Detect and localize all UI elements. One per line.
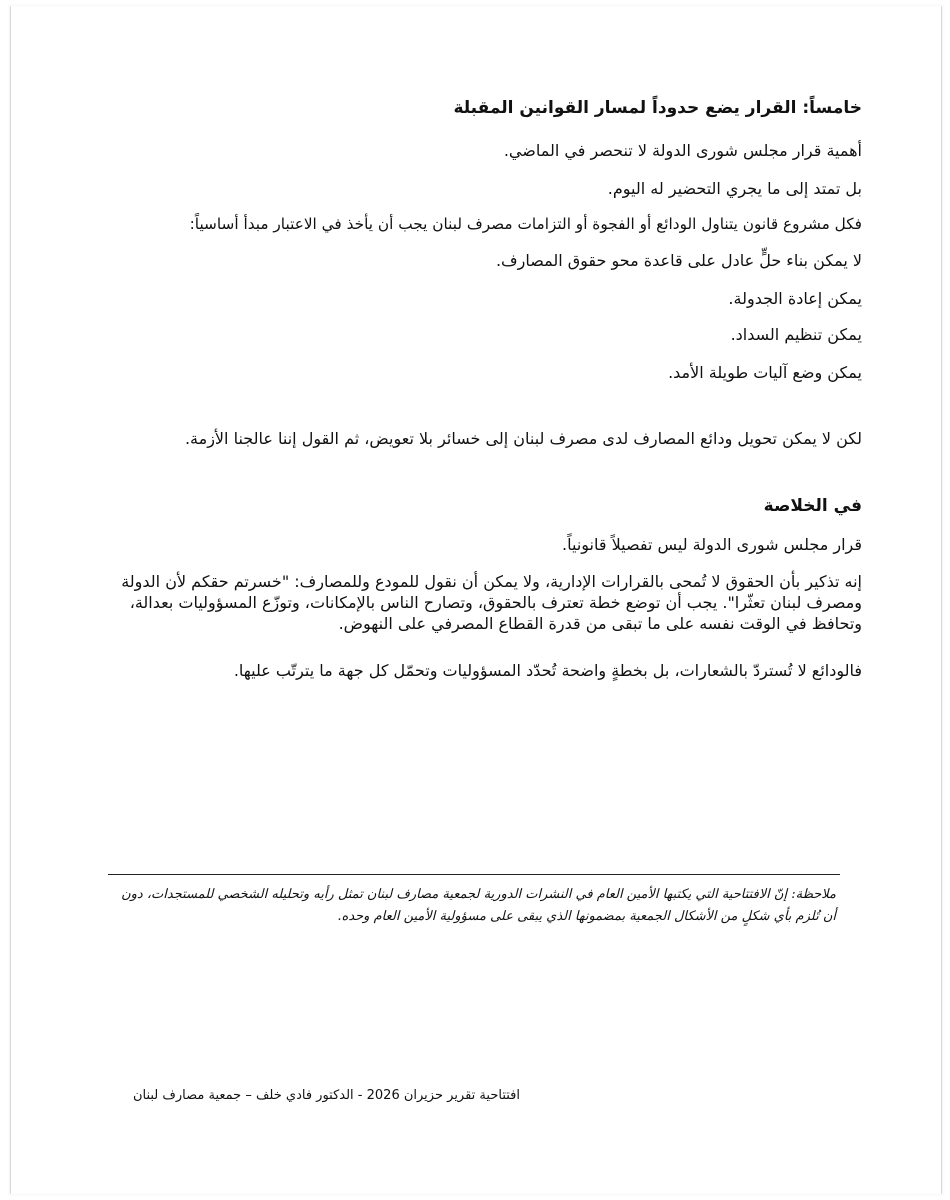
page-footer: افتتاحية تقرير حزيران 2026 - الدكتور فادي خلف – جمعية مصارف لبنان <box>132 1088 520 1103</box>
section-line: فكل مشروع قانون يتناول الودائع أو الفجوة أو التزامات مصرف لبنان يجب أن يأخذ في الاعتبار مبدأ أساسياً: <box>189 215 862 233</box>
footnote-divider <box>108 874 840 875</box>
section-line: بل تمتد إلى ما يجري التحضير له اليوم. <box>607 179 862 198</box>
section-line: يمكن وضع آليات طويلة الأمد. <box>668 363 862 382</box>
section-line: يمكن تنظيم السداد. <box>730 325 862 344</box>
conclusion-final-line: فالودائع لا تُستردّ بالشعارات، بل بخطةٍ واضحة تُحدّد المسؤوليات وتحمّل كل جهة ما يترتّب عليها. <box>233 661 862 680</box>
section-five <box>112 96 862 120</box>
section-five-heading: خامساً: القرار يضع حدوداً لمسار القوانين المقبلة <box>453 98 862 118</box>
section-line: أهمية قرار مجلس شورى الدولة لا تنحصر في الماضي. <box>503 141 862 160</box>
section-closing: لكن لا يمكن تحويل ودائع المصارف لدى مصرف لبنان إلى خسائر بلا تعويض، ثم القول إننا عالجنا الأزمة. <box>184 429 862 448</box>
conclusion <box>112 494 862 518</box>
conclusion-line: قرار مجلس شورى الدولة ليس تفصيلاً قانونياً. <box>562 535 862 554</box>
section-five-lines <box>112 140 862 162</box>
footnote-note: ملاحظة: إنّ الافتتاحية التي يكتبها الأمين العام في النشرات الدورية لجمعية مصارف لبنان تمثل رأيه وتحليله الشخصي للمستجدات، دون أن تُلزم بأي شكلٍ من الأشكال الجمعية بمضمونها الذي يبقى على مسؤولية الأمين العام وحده. <box>121 887 836 924</box>
conclusion-heading: في الخلاصة <box>763 496 862 516</box>
section-line: يمكن إعادة الجدولة. <box>728 289 862 308</box>
conclusion-paragraph: إنه تذكير بأن الحقوق لا تُمحى بالقرارات الإدارية، ولا يمكن أن نقول للمودع وللمصارف: "خسرتم حقكم لأن الدولة ومصرف لبنان تعثّرا". يجب أن توضع خطة تعترف بالحقوق، وتصارح الناس بالإمكانات، وتوزّع المسؤوليات بعدالة، وتحافظ في الوقت نفسه على ما تبقى من قدرة القطاع المصرفي على النهوض. <box>121 572 862 633</box>
section-line: لا يمكن بناء حلٍّ عادل على قاعدة محو حقوق المصارف. <box>495 251 862 270</box>
